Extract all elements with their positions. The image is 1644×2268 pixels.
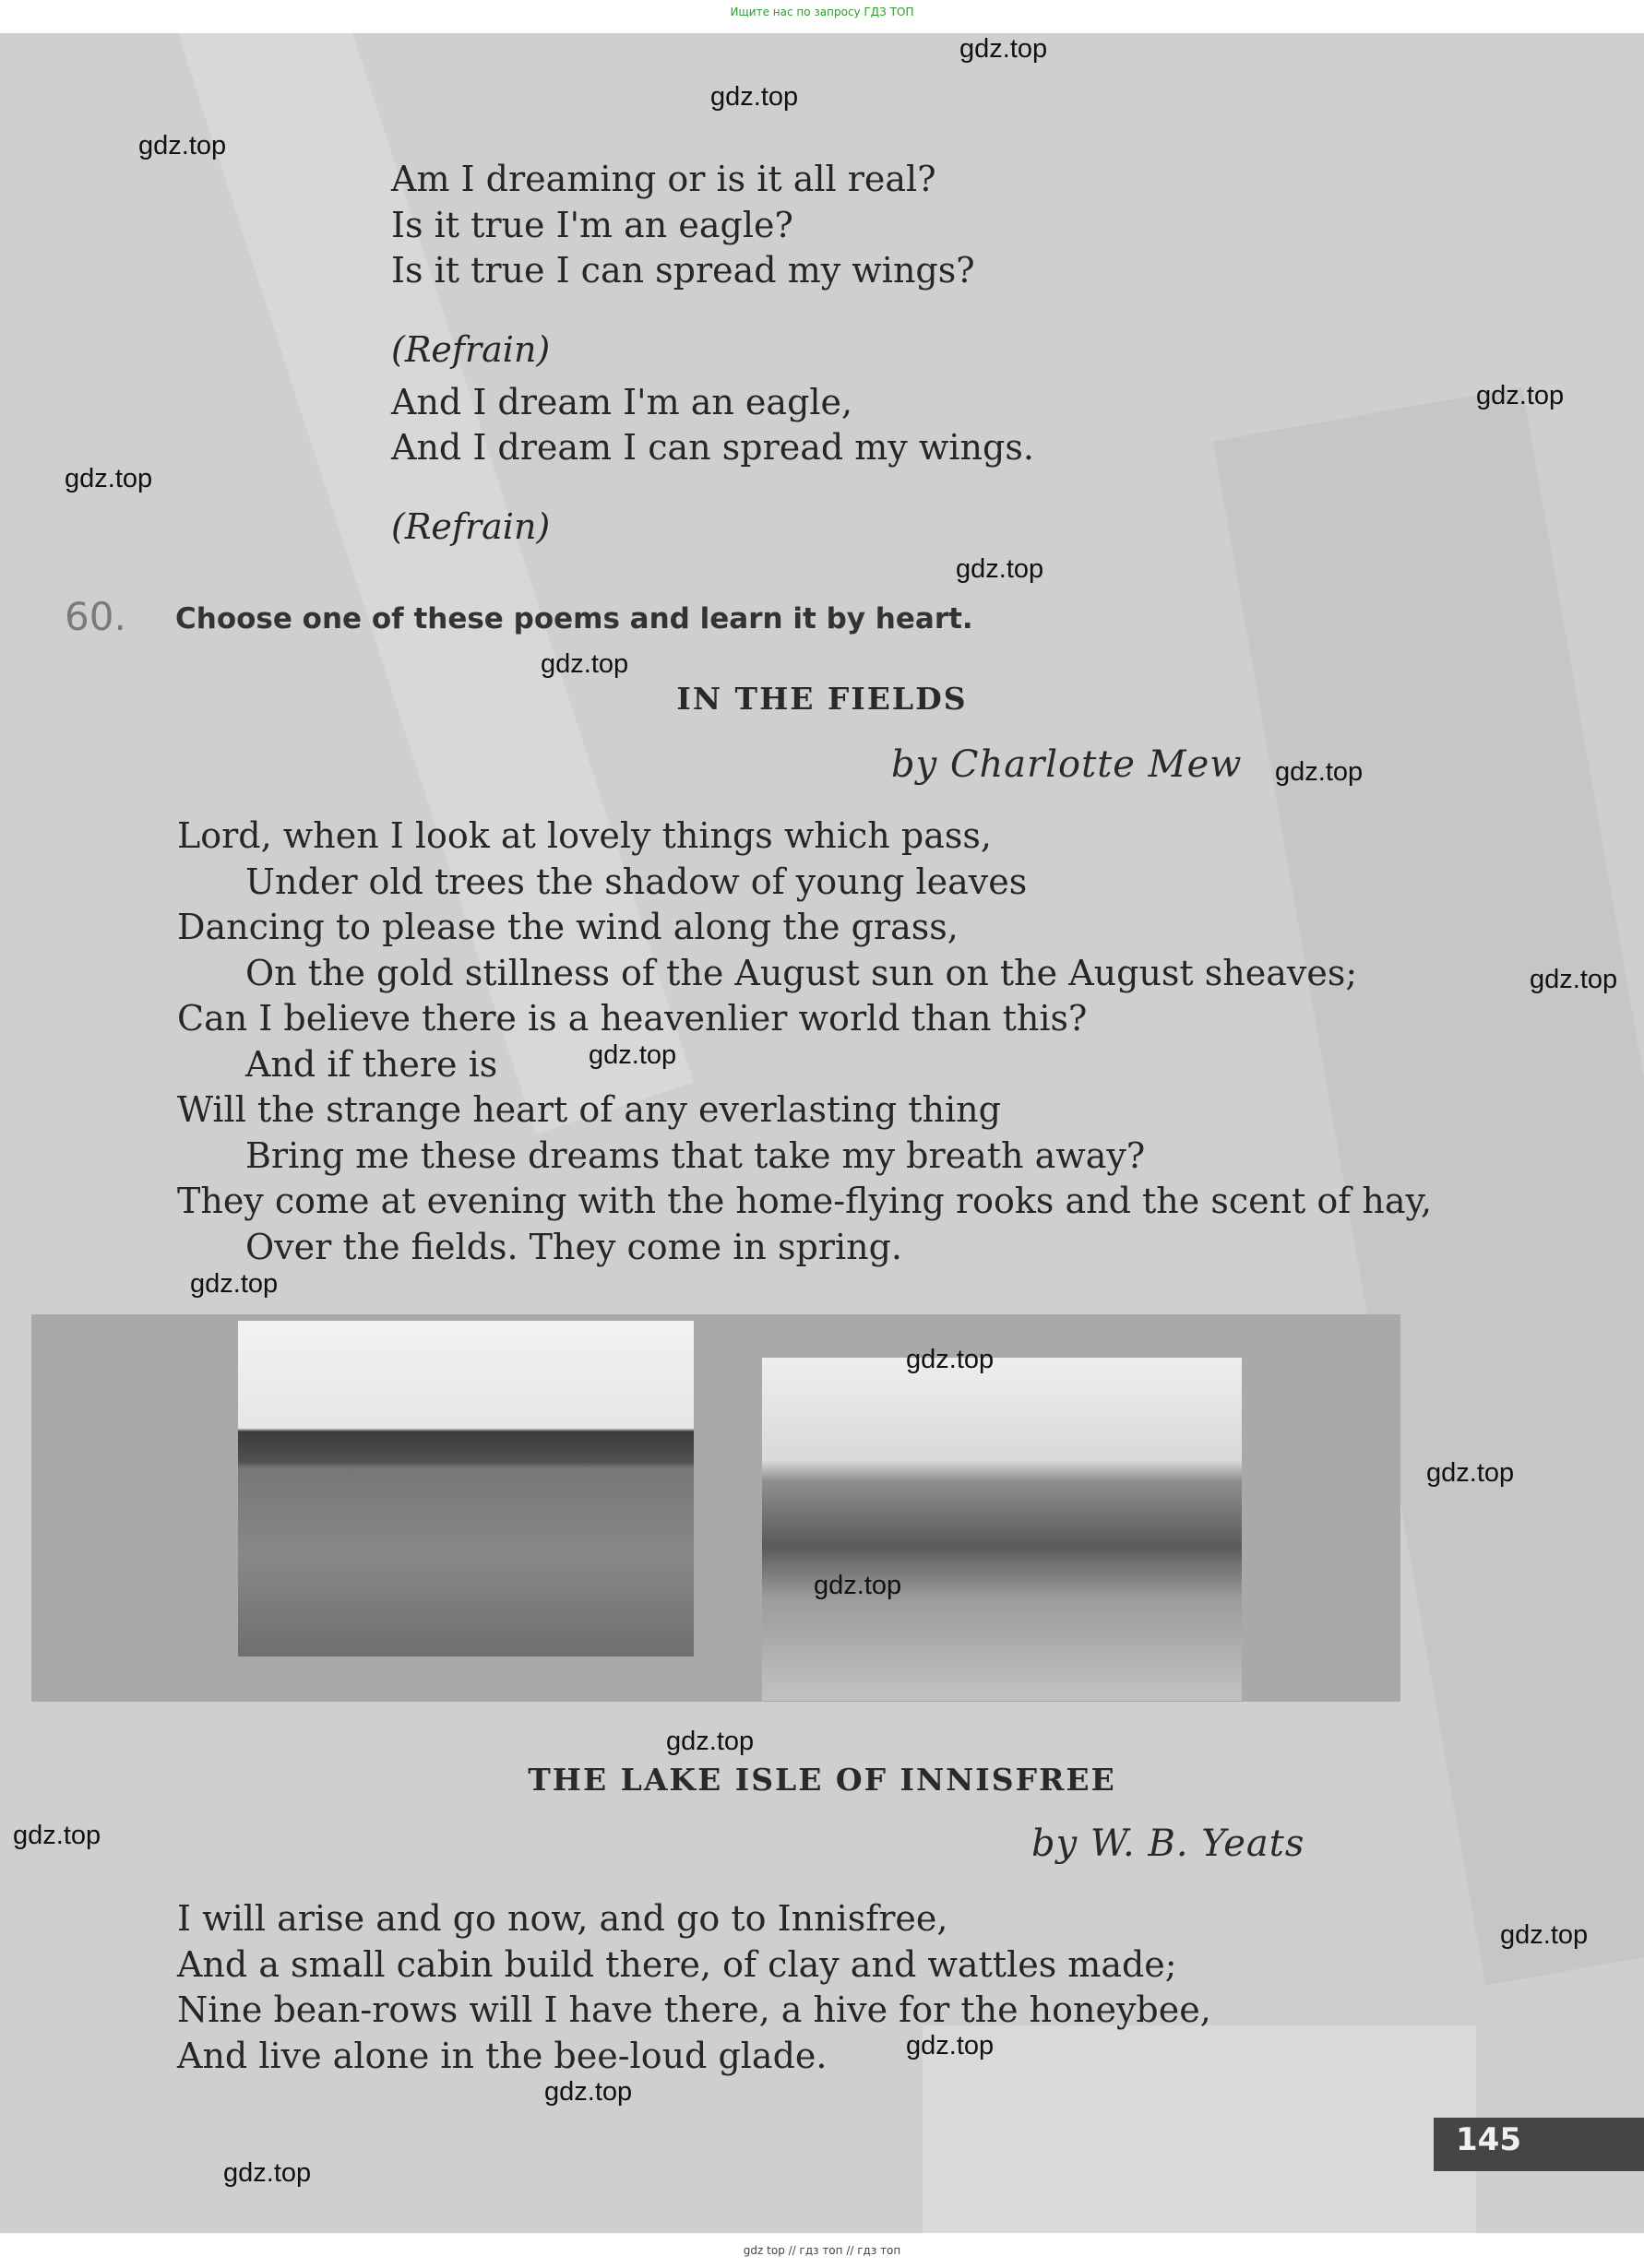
background-ghost-block bbox=[923, 2025, 1476, 2233]
watermark: gdz.top bbox=[190, 1269, 279, 1299]
watermark: gdz.top bbox=[1426, 1458, 1515, 1488]
innisfree-poem-line: And live alone in the bee-loud glade. bbox=[177, 2036, 828, 2076]
watermark: gdz.top bbox=[544, 2077, 633, 2107]
poem-title-innisfree: THE LAKE ISLE OF INNISFREE bbox=[528, 1762, 1116, 1798]
fields-poem-line: Will the strange heart of any everlasting thing bbox=[177, 1089, 1001, 1130]
watermark: gdz.top bbox=[666, 1727, 755, 1756]
watermark: gdz.top bbox=[223, 2158, 312, 2188]
watermark: gdz.top bbox=[959, 34, 1048, 64]
eagle-poem-line: Is it true I can spread my wings? bbox=[391, 250, 975, 291]
watermark: gdz.top bbox=[65, 464, 153, 493]
eagle-poem-line: And I dream I can spread my wings. bbox=[391, 427, 1034, 468]
eagle-poem-line: And I dream I'm an eagle, bbox=[391, 382, 853, 422]
fields-poem-line: And if there is bbox=[245, 1044, 498, 1085]
fields-poem-line: Over the fields. They come in spring. bbox=[245, 1227, 902, 1267]
lake-island-photo bbox=[762, 1358, 1242, 1701]
innisfree-poem-line: Nine bean-rows will I have there, a hive for the honeybee, bbox=[177, 1989, 1211, 2030]
watermark: gdz.top bbox=[814, 1571, 902, 1600]
fields-poem-line: Lord, when I look at lovely things which pass, bbox=[177, 815, 992, 856]
watermark: gdz.top bbox=[1500, 1920, 1589, 1950]
fields-poem-line: On the gold stillness of the August sun on the August sheaves; bbox=[245, 953, 1358, 993]
innisfree-poem-line: I will arise and go now, and go to Innisfree, bbox=[177, 1898, 948, 1939]
poem-author-yeats: by W. B. Yeats bbox=[1031, 1823, 1305, 1865]
fields-poem-line: Under old trees the shadow of young leaves bbox=[245, 861, 1028, 902]
watermark: gdz.top bbox=[1476, 381, 1565, 410]
refrain-label: (Refrain) bbox=[391, 329, 551, 370]
bottom-note: gdz top // гдз топ // гдз топ bbox=[743, 2244, 901, 2257]
innisfree-poem-line: And a small cabin build there, of clay and wattles made; bbox=[177, 1944, 1177, 1985]
watermark: gdz.top bbox=[138, 131, 227, 160]
eagle-poem-line: Am I dreaming or is it all real? bbox=[391, 159, 936, 199]
refrain-label: (Refrain) bbox=[391, 506, 551, 547]
exercise-number: 60. bbox=[65, 594, 126, 639]
field-landscape-photo bbox=[238, 1321, 694, 1656]
watermark: gdz.top bbox=[906, 2031, 995, 2060]
watermark: gdz.top bbox=[13, 1821, 101, 1850]
watermark: gdz.top bbox=[1530, 965, 1618, 994]
eagle-poem-line: Is it true I'm an eagle? bbox=[391, 205, 793, 245]
poem-author-mew: by Charlotte Mew bbox=[891, 743, 1243, 786]
fields-poem-line: Can I believe there is a heavenlier world than this? bbox=[177, 998, 1088, 1039]
poem-title-in-the-fields: IN THE FIELDS bbox=[676, 681, 968, 717]
watermark: gdz.top bbox=[956, 554, 1044, 584]
watermark: gdz.top bbox=[710, 82, 799, 112]
exercise-instruction: Choose one of these poems and learn it by heart. bbox=[175, 602, 973, 635]
fields-poem-line: Bring me these dreams that take my breath away? bbox=[245, 1135, 1146, 1176]
fields-poem-line: Dancing to please the wind along the grass, bbox=[177, 907, 959, 947]
top-search-note: Ищите нас по запросу ГДЗ ТОП bbox=[730, 6, 914, 18]
page-number: 145 bbox=[1456, 2121, 1521, 2158]
watermark: gdz.top bbox=[1275, 757, 1364, 787]
watermark: gdz.top bbox=[906, 1345, 995, 1374]
watermark: gdz.top bbox=[589, 1040, 677, 1070]
fields-poem-line: They come at evening with the home-flying rooks and the scent of hay, bbox=[177, 1181, 1433, 1221]
watermark: gdz.top bbox=[541, 649, 629, 679]
